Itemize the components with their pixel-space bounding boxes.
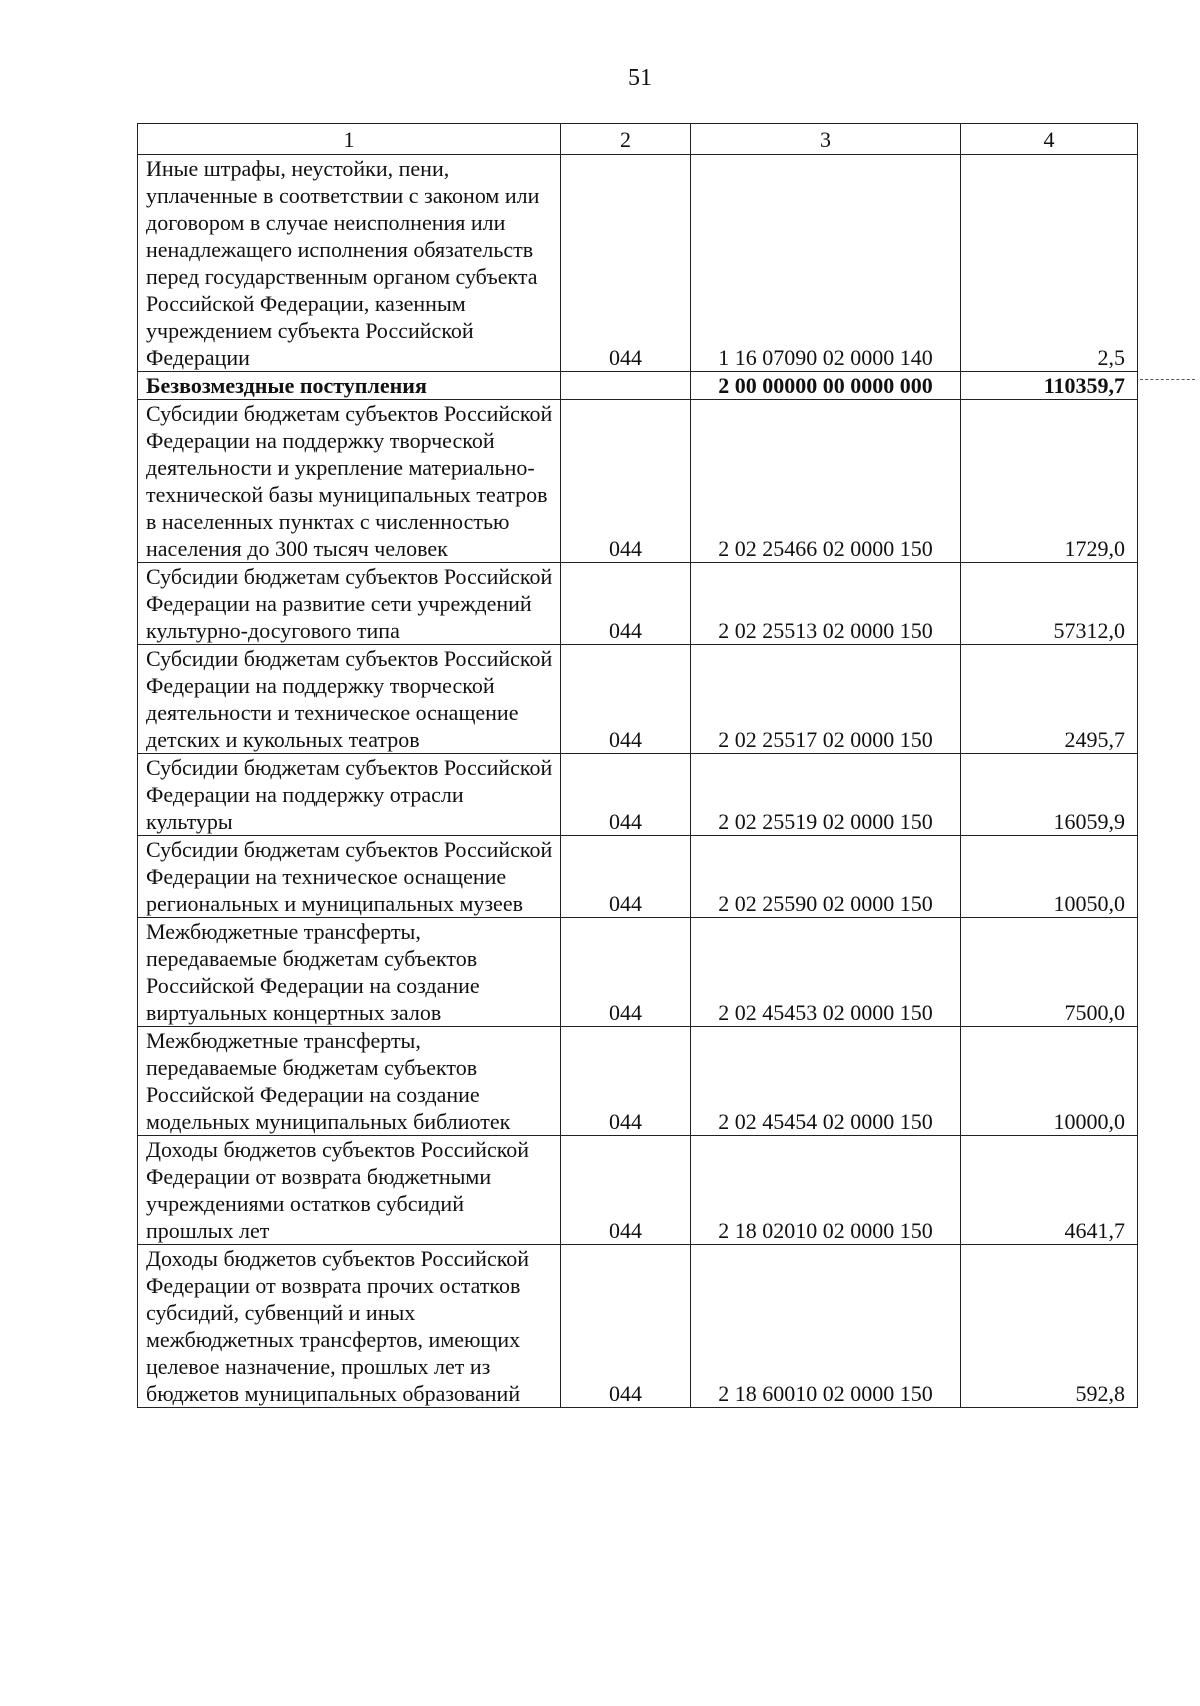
margin-dash-mark	[1140, 379, 1195, 380]
row-admin-code: 044	[561, 1245, 691, 1408]
row-admin-code: 044	[561, 836, 691, 918]
row-amount: 592,8	[961, 1245, 1138, 1408]
row-name: Иные штрафы, неустойки, пени, уплаченные в соответствии с законом или договором в случае неисполнения или ненадлежащего исполнения обязательств перед государственным органом субъекта Российской Федерации, казенным учреждением субъекта Российской Федерации	[138, 155, 561, 372]
row-amount: 110359,7	[961, 372, 1138, 400]
row-budget-code: 2 02 45454 02 0000 150	[691, 1027, 961, 1136]
row-amount: 2,5	[961, 155, 1138, 372]
row-admin-code: 044	[561, 918, 691, 1027]
row-amount: 4641,7	[961, 1136, 1138, 1245]
row-budget-code: 2 02 25466 02 0000 150	[691, 400, 961, 563]
row-name: Межбюджетные трансферты, передаваемые бюджетам субъектов Российской Федерации на создание модельных муниципальных библиотек	[138, 1027, 561, 1136]
row-amount: 16059,9	[961, 754, 1138, 836]
row-budget-code: 2 02 25519 02 0000 150	[691, 754, 961, 836]
table-header-row	[138, 124, 1138, 155]
row-amount: 10000,0	[961, 1027, 1138, 1136]
row-budget-code: 2 02 45453 02 0000 150	[691, 918, 961, 1027]
column-header-name: 1	[138, 124, 561, 155]
column-header-amount: 4	[961, 124, 1138, 155]
row-budget-code: 2 02 25517 02 0000 150	[691, 645, 961, 754]
table-row	[138, 155, 1138, 372]
table-row	[138, 563, 1138, 645]
table-row	[138, 836, 1138, 918]
row-admin-code: 044	[561, 645, 691, 754]
row-admin-code: 044	[561, 754, 691, 836]
table-row	[138, 754, 1138, 836]
column-header-admin: 2	[561, 124, 691, 155]
row-name: Субсидии бюджетам субъектов Российской Федерации на техническое оснащение региональных и муниципальных музеев	[138, 836, 561, 918]
row-budget-code: 2 02 25590 02 0000 150	[691, 836, 961, 918]
table-row	[138, 1245, 1138, 1408]
row-amount: 57312,0	[961, 563, 1138, 645]
row-amount: 10050,0	[961, 836, 1138, 918]
row-name: Субсидии бюджетам субъектов Российской Федерации на поддержку отрасли культуры	[138, 754, 561, 836]
row-amount: 7500,0	[961, 918, 1138, 1027]
row-name: Безвозмездные поступления	[138, 372, 561, 400]
row-budget-code: 2 18 60010 02 0000 150	[691, 1245, 961, 1408]
row-name: Субсидии бюджетам субъектов Российской Федерации на поддержку творческой деятельности и укрепление материально-технической базы муниципальных театров в населенных пунктах с численностью населения до 300 тысяч человек	[138, 400, 561, 563]
table-row-total	[138, 372, 1138, 400]
row-admin-code	[561, 372, 691, 400]
row-budget-code: 2 02 25513 02 0000 150	[691, 563, 961, 645]
row-name: Субсидии бюджетам субъектов Российской Федерации на развитие сети учреждений культурно-досугового типа	[138, 563, 561, 645]
row-admin-code: 044	[561, 155, 691, 372]
row-budget-code: 2 00 00000 00 0000 000	[691, 372, 961, 400]
table-row	[138, 1136, 1138, 1245]
row-admin-code: 044	[561, 563, 691, 645]
table-row	[138, 1027, 1138, 1136]
page-number: 51	[628, 65, 652, 91]
row-amount: 2495,7	[961, 645, 1138, 754]
row-name: Доходы бюджетов субъектов Российской Федерации от возврата прочих остатков субсидий, субвенций и иных межбюджетных трансфертов, имеющих целевое назначение, прошлых лет из бюджетов муниципальных образований	[138, 1245, 561, 1408]
row-name: Доходы бюджетов субъектов Российской Федерации от возврата бюджетными учреждениями остатков субсидий прошлых лет	[138, 1136, 561, 1245]
row-name: Межбюджетные трансферты, передаваемые бюджетам субъектов Российской Федерации на создание виртуальных концертных залов	[138, 918, 561, 1027]
table-row	[138, 400, 1138, 563]
table-row	[138, 918, 1138, 1027]
column-header-code: 3	[691, 124, 961, 155]
row-amount: 1729,0	[961, 400, 1138, 563]
revenue-table	[137, 123, 1138, 1408]
row-budget-code: 1 16 07090 02 0000 140	[691, 155, 961, 372]
table-row	[138, 645, 1138, 754]
row-name: Субсидии бюджетам субъектов Российской Федерации на поддержку творческой деятельности и техническое оснащение детских и кукольных театров	[138, 645, 561, 754]
row-budget-code: 2 18 02010 02 0000 150	[691, 1136, 961, 1245]
row-admin-code: 044	[561, 1136, 691, 1245]
row-admin-code: 044	[561, 1027, 691, 1136]
row-admin-code: 044	[561, 400, 691, 563]
